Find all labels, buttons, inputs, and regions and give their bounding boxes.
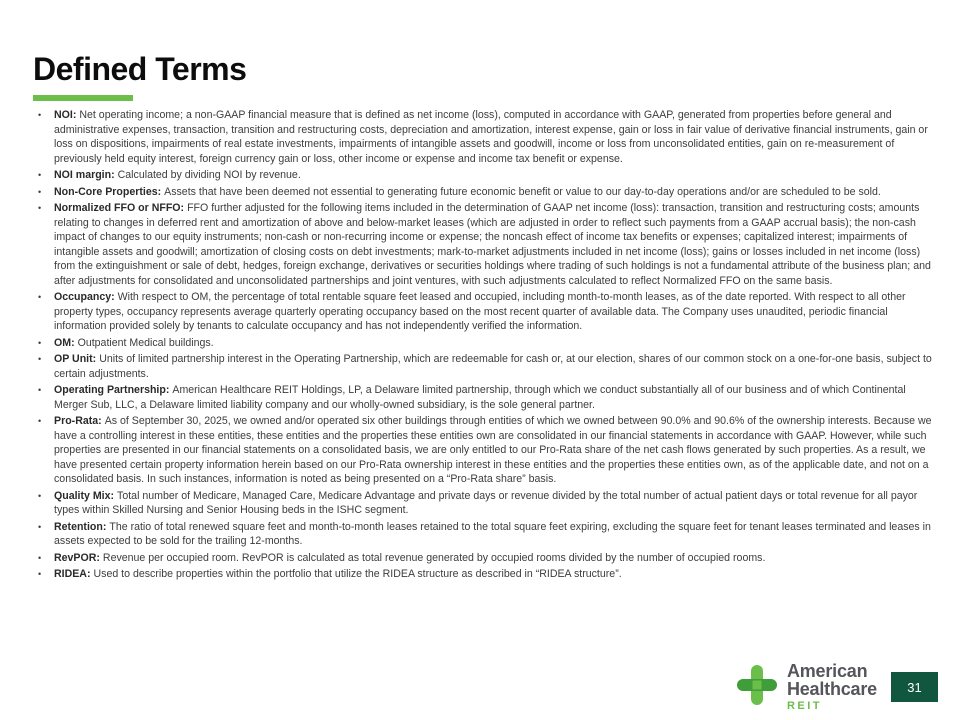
- bullet-marker: •: [38, 354, 42, 364]
- term-label: NOI:: [54, 109, 77, 121]
- term-label: OP Unit:: [54, 353, 97, 365]
- bullet-marker: •: [38, 292, 42, 302]
- bullet-marker: •: [38, 110, 42, 120]
- term-definition: American Healthcare REIT Holdings, LP, a Delaware limited partnership, through which we conduct substantially all of our business and of which Continental Merger Sub, LLC, a Delaware limited liability company and our wholly-owned subsidiary, is the sole general partner.: [54, 384, 906, 411]
- term-item: [33, 520, 934, 549]
- term-definition: Calculated by dividing NOI by revenue.: [117, 169, 301, 181]
- plus-cross-icon: [735, 663, 779, 712]
- term-item: [33, 489, 934, 518]
- term-label: OM:: [54, 336, 75, 349]
- term-item: [33, 567, 934, 582]
- term-item: [33, 168, 934, 183]
- term-definition: Revenue per occupied room. RevPOR is calculated as total revenue generated by occupied rooms divided by the number of occupied rooms.: [102, 551, 766, 564]
- footer: [735, 662, 938, 712]
- term-label: Operating Partnership:: [54, 384, 170, 396]
- american-healthcare-reit-logo: [735, 662, 877, 712]
- term-item: [33, 201, 934, 288]
- term-label: RIDEA:: [54, 568, 91, 580]
- term-item: [33, 290, 934, 334]
- logo-line-american: American: [786, 661, 868, 682]
- bullet-marker: •: [38, 186, 42, 197]
- term-label: Occupancy:: [54, 291, 115, 303]
- term-definition: Total number of Medicare, Managed Care, Medicare Advantage and private days or revenue divided by the total number of actual patient days or total revenue for all payor types within Skilled Nursing and Senior Housing beds in the ISHC segment.: [54, 489, 918, 516]
- term-label: Quality Mix:: [54, 489, 115, 502]
- bullet-marker: •: [38, 521, 42, 532]
- bullet-marker: •: [38, 385, 42, 395]
- term-definition: FFO further adjusted for the following items included in the determination of GAAP net income (loss): transaction, transition and restructuring costs; amounts relating to changes in deferred rent and amortization of above and below-market leases (which are adjusted in order to reflect such payments from a GAAP accrual basis); the non-cash impact of changes to our equity instruments; non-cash or non-recurring income or expense; the noncash effect of income tax benefits or expenses; capitalized interest; impairments of intangible assets and goodwill; amortization of closing costs on debt investments; mark-to-market adjustments included in net income (loss); gains or losses included in net income (loss) from the extinguishment or sale of debt, hedges, foreign exchange, derivatives or securities holdings where trading of such holdings is not a fundamental attribute of the business plan; and after adjustments for consolidated and unconsolidated partnerships and joint ventures, with such adjustments calculated to reflect Normalized FFO on the same basis.: [54, 202, 931, 287]
- bullet-marker: •: [38, 203, 42, 213]
- term-item: [33, 414, 934, 487]
- page-number: 31: [907, 679, 922, 695]
- term-item: [33, 185, 934, 200]
- term-label: Normalized FFO or NFFO:: [54, 202, 185, 214]
- logo-line-healthcare: Healthcare: [786, 679, 877, 700]
- term-label: RevPOR:: [54, 551, 100, 564]
- term-definition: Net operating income; a non-GAAP financial measure that is defined as net income (loss), computed in accordance with GAAP, generated from properties before general and administrative expenses, transaction, transition and restructuring costs, depreciation and amortization, interest expense, gain or loss in fair value of derivative financial instruments, gain or loss on dispositions, impairments of real estate investments, impairments of intangible assets and goodwill, income or loss from unconsolidated entities, gain on re-measurement of previously held equity interest, foreign currency gain or loss, other income or expense and income tax benefit or expense.: [54, 109, 928, 165]
- bullet-marker: •: [38, 337, 42, 348]
- logo-text: [787, 662, 877, 712]
- term-label: Non-Core Properties:: [54, 185, 162, 198]
- bullet-marker: •: [38, 416, 42, 426]
- term-definition: As of September 30, 2025, we owned and/or operated six other buildings through entities of which we owned between 90.0% and 90.6% of the ownership interests. Because we have a controlling interest in these entities, these entities and the properties these entities own are consolidated in our financial statements in accordance with GAAP. However, while such properties are presented in our financial statements on a consolidated basis, we are only entitled to our Pro-Rata share of the net cash flows generated by such properties. As a result, we have presented certain property information herein based on our Pro-Rata ownership interest in these entities and the properties these entities own, as of the applicable date, and not on a consolidated basis. In such instances, information is noted as being presented on a “Pro-Rata share” basis.: [54, 415, 932, 485]
- logo-line-reit: REIT: [786, 699, 822, 712]
- defined-terms-list: [33, 108, 934, 584]
- term-item: [33, 383, 934, 412]
- term-item: [33, 551, 934, 566]
- term-label: Pro-Rata:: [54, 415, 102, 427]
- page-title: Defined Terms: [33, 51, 247, 88]
- term-label: Retention:: [54, 520, 107, 533]
- term-definition: Units of limited partnership interest in the Operating Partnership, which are redeemable for cash or, at our election, shares of our common stock on a one-for-one basis, subject to certain adjustments.: [54, 353, 932, 380]
- bullet-marker: •: [38, 490, 42, 501]
- bullet-marker: •: [38, 569, 42, 579]
- term-item: [33, 336, 934, 351]
- term-item: [33, 352, 934, 381]
- page-number-badge: [891, 672, 938, 702]
- term-definition: Used to describe properties within the portfolio that utilize the RIDEA structure as described in “RIDEA structure”.: [93, 568, 622, 580]
- term-definition: With respect to OM, the percentage of total rentable square feet leased and occupied, including month-to-month leases, as of the date reported. With respect to all other property types, occupancy represents average quarterly operating occupancy based on the most recent quarter of available data. The Company uses unaudited, periodic financial information provided solely by tenants to calculate occupancy and has not independently verified the information.: [54, 291, 906, 332]
- bullet-marker: •: [38, 170, 42, 180]
- term-definition: Assets that have been deemed not essential to generating future economic benefit or value to our day-to-day operations and/or are scheduled to be sold.: [164, 185, 881, 198]
- term-item: [33, 108, 934, 166]
- bullet-marker: •: [38, 552, 42, 563]
- term-definition: Outpatient Medical buildings.: [77, 336, 214, 349]
- term-label: NOI margin:: [54, 169, 115, 181]
- term-definition: The ratio of total renewed square feet and month-to-month leases retained to the total square feet expiring, excluding the square feet for tenant leases terminated and leases in assets expected to be sold for the trailing 12-months.: [54, 520, 931, 547]
- title-accent-bar: [33, 95, 133, 101]
